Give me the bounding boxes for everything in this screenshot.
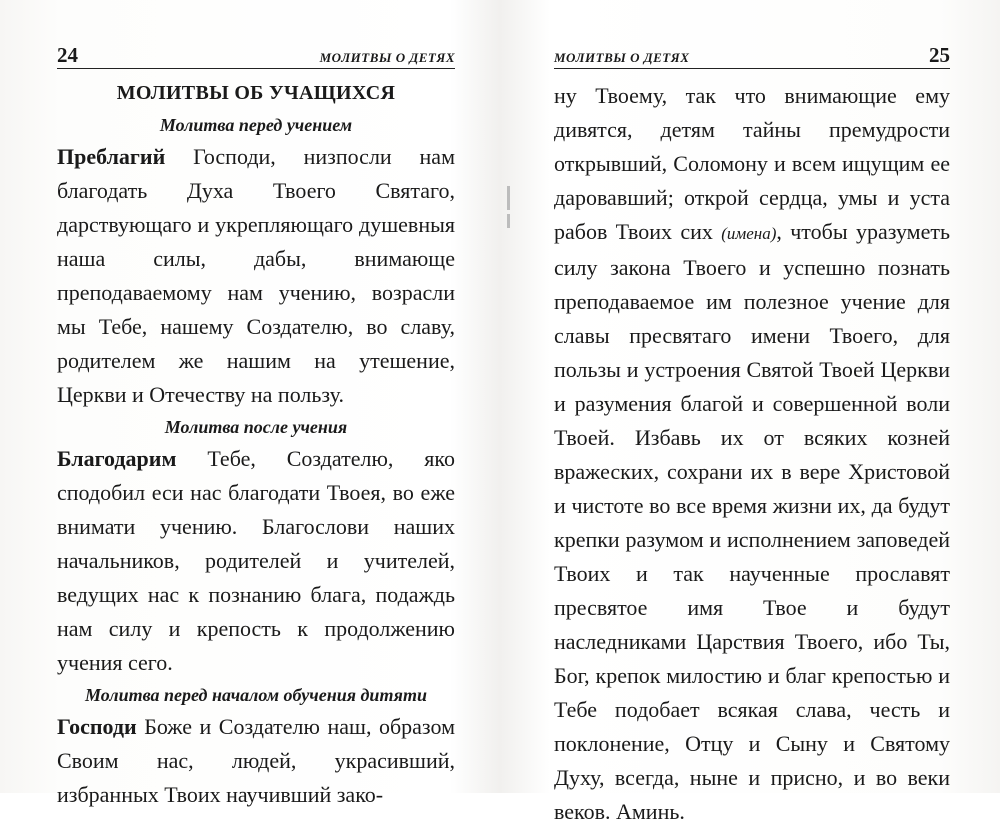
section-heading: МОЛИТВЫ ОБ УЧАЩИХСЯ [116, 82, 396, 104]
prayer-continuation [554, 79, 950, 829]
prayer-first-word: Благодарим [57, 446, 177, 471]
prayer-body: ну Твоему, так что внимающие ему дивятся, детям тайны премудрости открывший, Соломону и всем ищущим ее даровавший; открой сердца, умы и уста рабов Твоих сих [554, 83, 950, 244]
prayer-text-child-learning [57, 710, 455, 812]
prayer-title-child-learning: Молитва перед началом обучения дитяти [85, 685, 427, 705]
left-page [0, 0, 500, 807]
right-page-text [554, 79, 950, 829]
prayer-body: Тебе, Создателю, яко сподобил еси нас благодати Твоея, во еже внимати учению. Благослови наших начальников, родителей и учителей, ведущих нас к познанию блага, подаждь нам силу и крепость к продолжению учения сего. [57, 446, 455, 675]
right-running-title: МОЛИТВЫ О ДЕТЯХ [554, 50, 690, 66]
left-page-text [57, 76, 455, 812]
right-page-number: 25 [929, 43, 950, 67]
names-placeholder: (имена) [721, 224, 777, 243]
prayer-first-word: Преблагий [57, 144, 166, 169]
prayer-title-before-study: Молитва перед учением [159, 115, 353, 135]
right-page [500, 0, 1000, 824]
left-page-number: 24 [57, 43, 78, 67]
left-running-title: МОЛИТВЫ О ДЕТЯХ [319, 50, 455, 66]
right-running-head [554, 44, 950, 69]
prayer-body: , чтобы уразуметь силу закона Твоего и успешно познать преподаваемое им полезное учение для славы пресвятаго имени Твоего, для пользы и устроения Святой Твоей Церкви и разумения благой и совершенной воли Твоей. Избавь их от всяких козней вражеских, сохрани их в вере Христовой и чистоте во все время жизни их, да будут крепки разумом и исполнением заповедей Твоих и так наученные прославят пресвятое имя Твое и будут наследниками Царствия Твоего, ибо Ты, Бог, крепок милостию и благ крепостью и Тебе подобает всякая слава, честь и поклонение, Отцу и Сыну и Святому Духу, всегда, ныне и присно, и во веки веков. Аминь. [554, 219, 950, 824]
prayer-text-after-study [57, 442, 455, 680]
prayer-text-before-study [57, 140, 455, 412]
prayer-title-after-study: Молитва после учения [164, 417, 348, 437]
prayer-body: Господи, низпосли нам благодать Духа Твоего Святаго, дарствующаго и укрепляющаго душевныя наша силы, дабы, внимающе преподаваемому нам учению, возрасли мы Тебе, нашему Создателю, во славу, родителем же нашим на утешение, Церкви и Отечеству на пользу. [57, 144, 455, 407]
left-running-head [57, 44, 455, 69]
prayer-body: Боже и Создателю наш, образом Своим нас, людей, украсивший, избранных Твоих научивший зако- [57, 714, 455, 807]
prayer-first-word: Господи [57, 714, 137, 739]
